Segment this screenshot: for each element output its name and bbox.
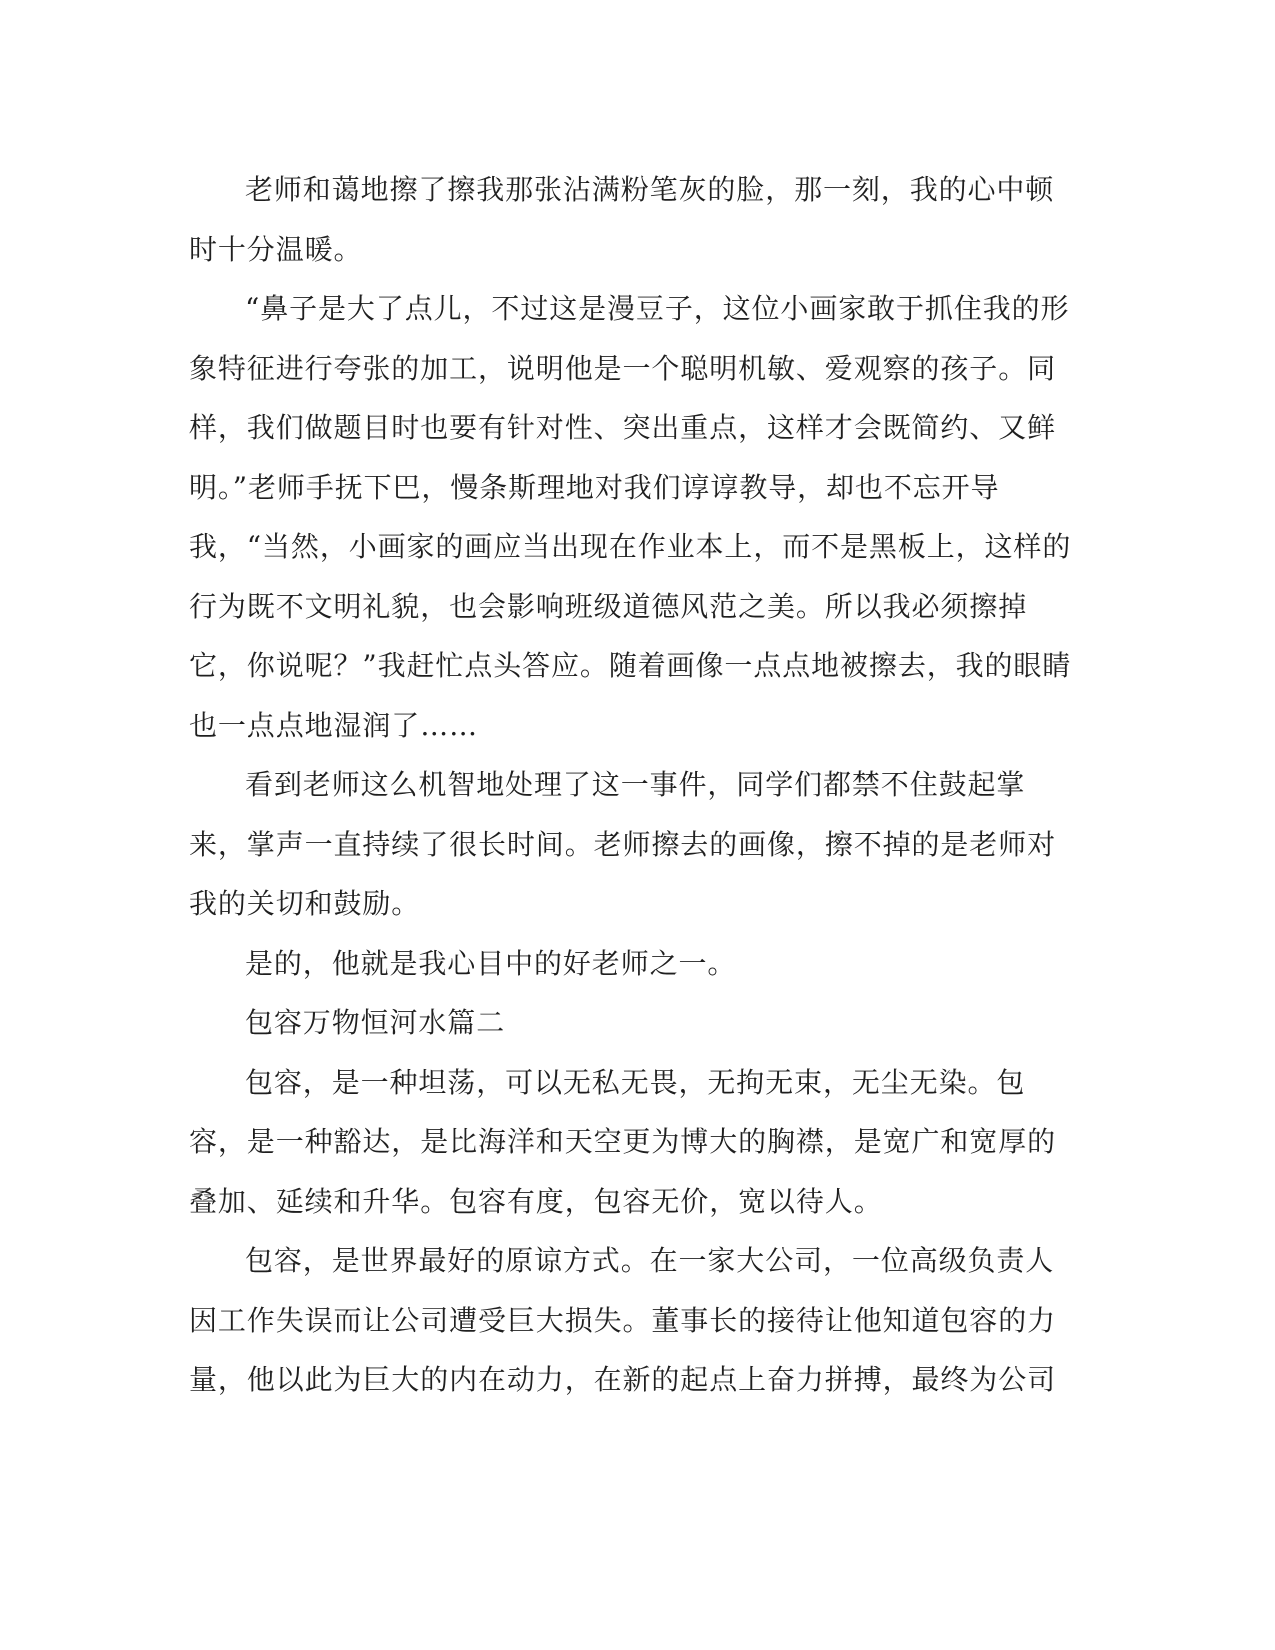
- paragraph-tolerance-definition: 包容，是一种坦荡，可以无私无畏，无拘无束，无尘无染。包容，是一种豁达，是比海洋和天空更为博大的胸襟，是宽广和宽厚的叠加、延续和升华。包容有度，包容无价，宽以待人。: [189, 1065, 1057, 1218]
- paragraph-teacher-wipes-face: 老师和蔼地擦了擦我那张沾满粉笔灰的脸，那一刻，我的心中顿时十分温暖。: [189, 173, 1055, 266]
- document-body: [189, 160, 1079, 1410]
- paragraph-good-teacher: 是的，他就是我心目中的好老师之一。: [245, 946, 737, 980]
- paragraph-tolerance-example: 包容，是世界最好的原谅方式。在一家大公司，一位高级负责人因工作失误而让公司遭受巨大损失。董事长的接待让他知道包容的力量，他以此为巨大的内在动力，在新的起点上奋力拼搏，最终为公司: [189, 1244, 1057, 1396]
- section-title: 包容万物恒河水篇二: [245, 1006, 506, 1039]
- paragraph-classmates-applause: 看到老师这么机智地处理了这一事件，同学们都禁不住鼓起掌来，掌声一直持续了很长时间。老师擦去的画像，擦不掉的是老师对我的关切和鼓励。: [189, 768, 1057, 920]
- paragraph-teacher-speech: “鼻子是大了点儿，不过这是漫豆子，这位小画家敢于抓住我的形象特征进行夸张的加工，说明他是一个聪明机敏、爱观察的孩子。同样，我们做题目时也要有针对性、突出重点，这样才会既简约、又鲜明。”老师手抚下巴，慢条斯理地对我们谆谆教导，却也不忘开导我，“当然，小画家的画应当出现在作业本上，而不是黑板上，这样的行为既不文明礼貌，也会影响班级道德风范之美。所以我必须擦掉它，你说呢？”我赶忙点头答应。随着画像一点点地被擦去，我的眼睛也一点点地湿润了……: [189, 292, 1072, 742]
